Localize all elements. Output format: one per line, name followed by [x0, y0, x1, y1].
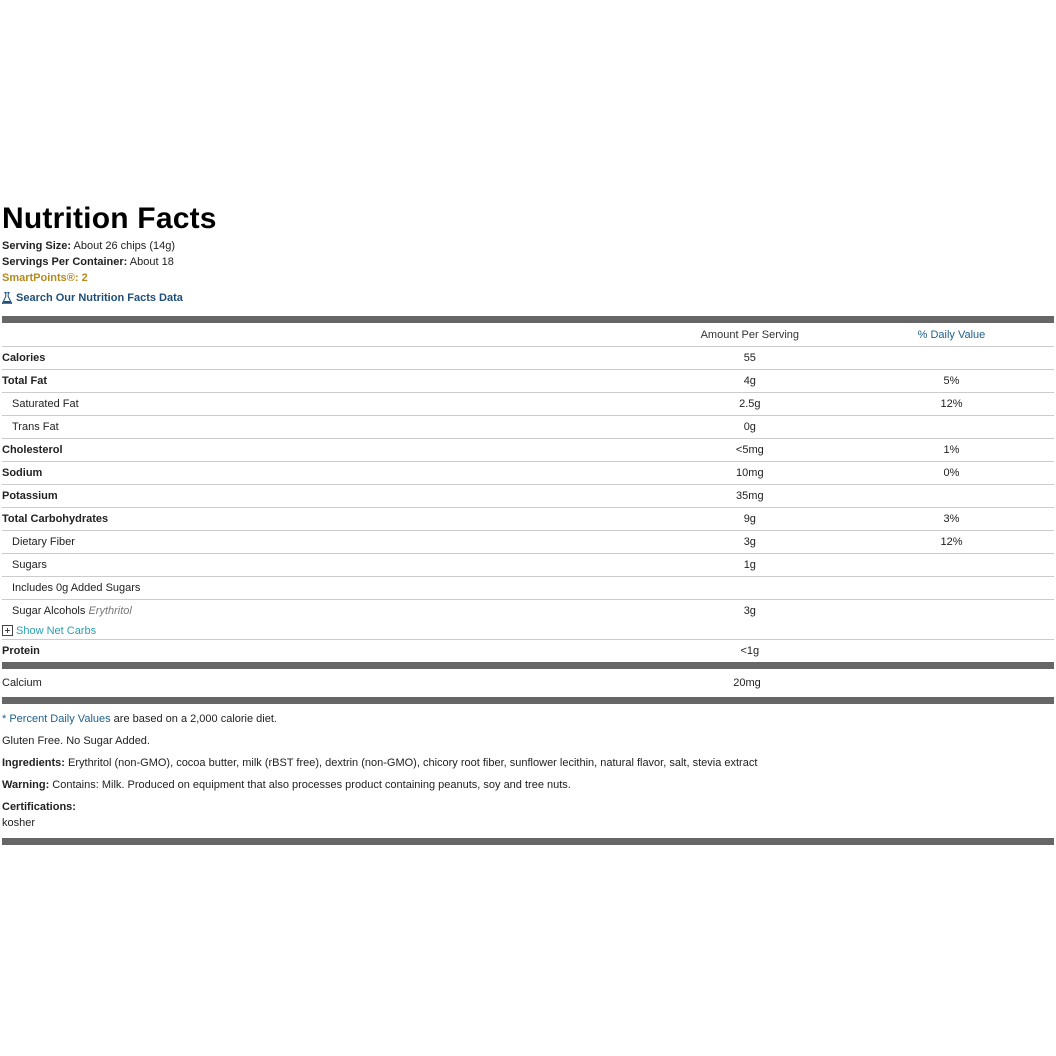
nutrient-dv: 5%: [849, 370, 1054, 393]
warning-text: Contains: Milk. Produced on equipment that also processes product containing peanuts, soy and tree nuts.: [49, 779, 571, 791]
thick-divider: [2, 316, 1054, 323]
nutrient-amount: <1g: [740, 645, 760, 657]
nutrient-amount: 3g: [743, 605, 756, 617]
table-row: [2, 439, 1054, 462]
ingredients-text: Erythritol (non-GMO), cocoa butter, milk (rBST free), dextrin (non-GMO), chicory root fiber, sunflower lecithin, natural flavor, salt, stevia extract: [64, 757, 758, 769]
nutrient-name: Sugars: [2, 554, 651, 577]
nutrient-name: Total Carbohydrates: [2, 508, 651, 531]
mineral-table: [2, 669, 1054, 697]
ingredients: [2, 756, 1054, 770]
nutrient-amount: 3g: [651, 531, 849, 554]
nutrient-name: Cholesterol: [2, 439, 651, 462]
page-title: Nutrition Facts: [2, 202, 217, 235]
nutrient-name: Dietary Fiber: [2, 531, 651, 554]
cert-label: Certifications:: [2, 801, 76, 813]
table-header-row: [2, 323, 1054, 347]
nutrient-name: Sodium: [2, 462, 651, 485]
nutrient-name: Calcium: [2, 677, 42, 689]
ingredients-label: Ingredients:: [2, 757, 65, 769]
net-carbs-cell: [2, 622, 1054, 640]
table-row: [2, 577, 1054, 600]
nutrient-amount: 0g: [651, 416, 849, 439]
nutrient-dv: [849, 600, 1054, 623]
amount-header: Amount Per Serving: [651, 323, 849, 347]
table-row: [2, 393, 1054, 416]
show-net-carbs-toggle[interactable]: [2, 623, 1054, 639]
claims: Gluten Free. No Sugar Added.: [2, 735, 150, 747]
plus-box-icon[interactable]: [2, 625, 13, 636]
nutrition-table: [2, 323, 1054, 662]
pdv-link[interactable]: * Percent Daily Values: [2, 713, 111, 725]
nutrient-dv: [847, 669, 1054, 697]
nutrient-dv: 1%: [849, 439, 1054, 462]
nutrient-name: Saturated Fat: [2, 393, 651, 416]
nutrient-dv: 0%: [849, 462, 1054, 485]
warning-label: Warning:: [2, 779, 50, 791]
smartpoints: SmartPoints®: 2: [2, 272, 88, 284]
flask-icon: [2, 292, 12, 304]
pdv-note-text: are based on a 2,000 calorie diet.: [110, 713, 277, 725]
nutrient-amount: 2.5g: [651, 393, 849, 416]
footnotes: [2, 712, 1054, 830]
nutrient-dv: [849, 485, 1054, 508]
nutrition-panel: [2, 200, 1054, 845]
nutrient-dv: 12%: [849, 393, 1054, 416]
table-row: [2, 370, 1054, 393]
servings-per-container: [2, 254, 1054, 270]
serving-size-value: About 26 chips (14g): [73, 240, 176, 252]
table-row: [2, 485, 1054, 508]
nutrient-dv: [849, 640, 1054, 663]
table-row: [2, 347, 1054, 370]
nutrient-name: Calories: [2, 347, 651, 370]
show-net-carbs-label[interactable]: Show Net Carbs: [16, 624, 97, 637]
certifications-label: [2, 800, 1054, 814]
net-carbs-row: [2, 622, 1054, 640]
table-row: [2, 640, 1054, 663]
search-link-label[interactable]: Search Our Nutrition Facts Data: [16, 292, 183, 304]
servings-label: Servings Per Container:: [2, 256, 128, 268]
nutrient-name: Protein: [2, 645, 40, 657]
sugar-alcohols-label: Sugar Alcohols: [12, 605, 86, 617]
certifications-value: kosher: [2, 817, 36, 829]
nutrient-dv: 3%: [849, 508, 1054, 531]
nutrient-dv: 12%: [849, 531, 1054, 554]
search-nutrition-link[interactable]: [2, 290, 1054, 306]
nutrient-amount: 35mg: [651, 485, 849, 508]
thick-divider: [2, 697, 1054, 704]
serving-size: [2, 238, 1054, 254]
nutrient-amount: 10mg: [651, 462, 849, 485]
nutrient-dv: [849, 554, 1054, 577]
nutrient-name: [2, 600, 651, 623]
table-row: [2, 531, 1054, 554]
daily-value-header[interactable]: % Daily Value: [849, 323, 1054, 347]
nutrient-dv: [849, 577, 1054, 600]
serving-size-label: Serving Size:: [2, 240, 72, 252]
nutrient-amount: 9g: [651, 508, 849, 531]
table-row: [2, 600, 1054, 623]
nutrient-amount: 4g: [651, 370, 849, 393]
nutrient-amount: 55: [651, 347, 849, 370]
table-row: [2, 554, 1054, 577]
thick-divider: [2, 838, 1054, 845]
nutrient-dv: [849, 416, 1054, 439]
table-row: [2, 508, 1054, 531]
nutrient-amount: [651, 577, 849, 600]
sugar-alcohols-sub: Erythritol: [88, 605, 132, 617]
servings-value: About 18: [129, 256, 174, 268]
nutrient-header: [2, 323, 651, 347]
nutrient-amount: 20mg: [733, 677, 761, 689]
thick-divider: [2, 662, 1054, 669]
nutrient-name: Trans Fat: [2, 416, 651, 439]
nutrient-name: Total Fat: [2, 370, 651, 393]
nutrient-dv: [849, 347, 1054, 370]
table-row: [2, 669, 1054, 697]
table-row: [2, 462, 1054, 485]
nutrient-amount: 1g: [651, 554, 849, 577]
pdv-note: [2, 712, 1054, 726]
warning: [2, 778, 1054, 792]
nutrient-amount: <5mg: [651, 439, 849, 462]
nutrient-name: Potassium: [2, 485, 651, 508]
table-row: [2, 416, 1054, 439]
nutrient-name: Includes 0g Added Sugars: [2, 577, 651, 600]
